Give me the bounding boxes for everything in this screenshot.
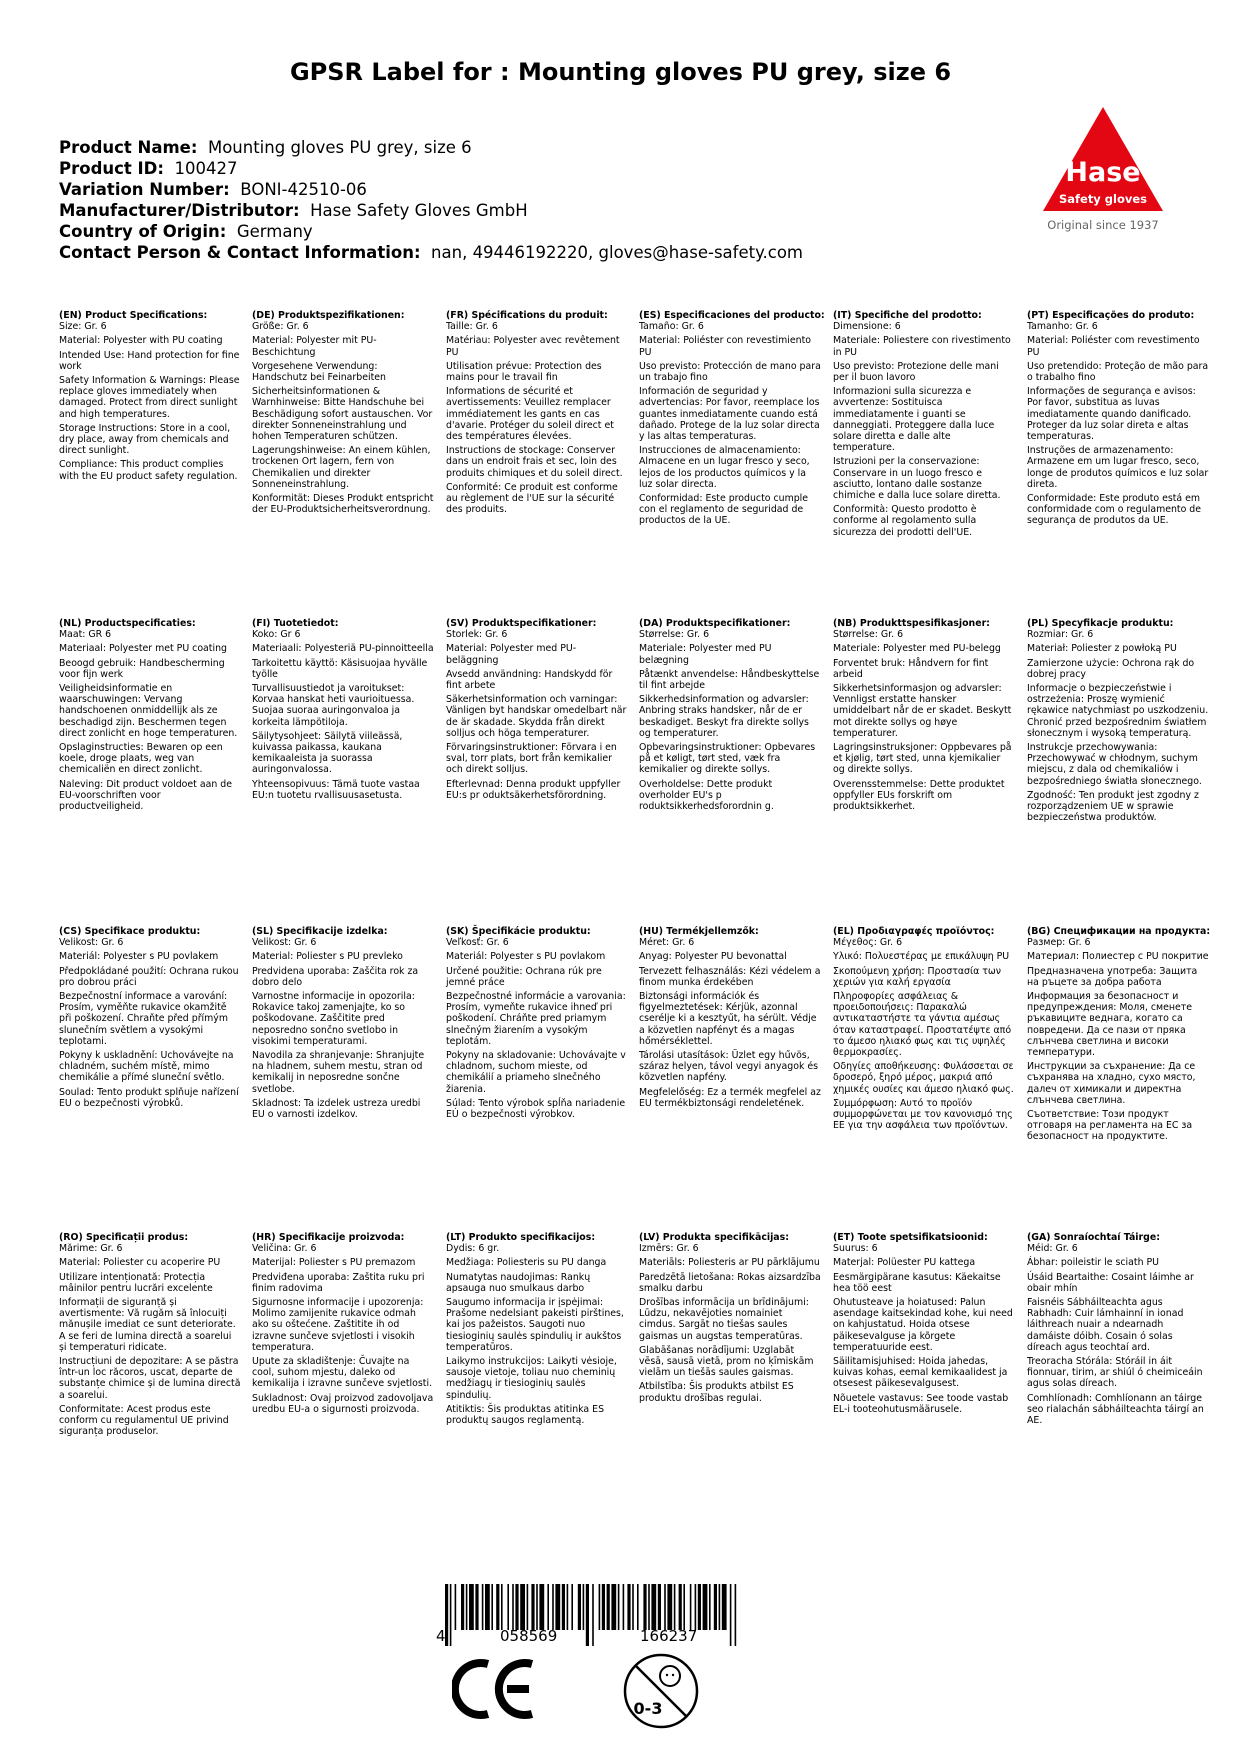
spec-item: Treoracha Stórála: Stóráil in áit fionnuar, tirim, ar shiúl ó cheimiceáin agus solas díreach. <box>1027 1356 1203 1390</box>
spec-item: Materiale: Polyester med PU belægning <box>639 643 772 666</box>
spec-item: Opbevaringsinstruktioner: Opbevares på et køligt, tørt sted, væk fra kemikalier og direkte sollys. <box>639 742 816 776</box>
spec-section <box>639 926 821 1112</box>
spec-section-title: (HU) Termékjellemzők: <box>639 926 759 937</box>
spec-item: Zgodność: Ten produkt jest zgodny z rozporządzeniem UE w sprawie bezpieczeństwa produktów. <box>1027 789 1199 824</box>
spec-item: Съответствие: Този продукт отговаря на регламента на ЕС за безопасност на продуктите. <box>1027 1109 1193 1143</box>
spec-item: Säilitamisjuhised: Hoida jahedas, kuivas kohas, eemal kemikaalidest ja otsesest päikesevalgusest. <box>833 1356 1008 1390</box>
spec-item: Material: Polyester with PU coating <box>59 335 223 347</box>
spec-item: Zamierzone użycie: Ochrona rąk do dobrej pracy <box>1027 657 1195 680</box>
logo-tagline: Original since 1937 <box>1047 218 1159 232</box>
barcode-bar <box>730 1584 732 1646</box>
spec-section <box>252 618 434 804</box>
spec-item: Größe: Gr. 6 <box>252 321 309 333</box>
spec-item: Předpokládané použití: Ochrana rukou pro dobrou práci <box>59 965 239 988</box>
spec-item: Materijal: Poliester s PU premazom <box>252 1257 416 1269</box>
spec-section-title: (DA) Produktspecifikationer: <box>639 618 791 629</box>
barcode-bar <box>632 1584 634 1630</box>
baby-eye-right <box>672 1674 674 1676</box>
spec-section <box>446 618 628 804</box>
spec-item: Méret: Gr. 6 <box>639 937 695 949</box>
variation-label: Variation Number: <box>59 180 230 199</box>
spec-item: Avsedd användning: Handskydd för fint arbete <box>446 668 613 692</box>
spec-item: Beoogd gebruik: Handbescherming voor fijn werk <box>59 657 225 680</box>
spec-item: Konformität: Dieses Produkt entspricht der EU-Produktsicherheitsverordnung. <box>252 493 434 516</box>
barcode-bar <box>611 1584 616 1630</box>
spec-section-title: (ET) Toote spetsifikatsioonid: <box>833 1232 988 1243</box>
spec-item: Predviđena uporaba: Zaštita ruku pri finim radovima <box>252 1271 425 1294</box>
spec-item: Storage Instructions: Store in a cool, dry place, away from chemicals and direct sunlight. <box>59 422 231 457</box>
barcode-bar <box>643 1584 646 1630</box>
spec-item: Suurus: 6 <box>833 1243 878 1255</box>
spec-item: Materiāls: Poliesteris ar PU pārklājumu <box>639 1257 820 1269</box>
spec-item: Utilisation prévue: Protection des mains pour le travail fin <box>446 360 602 384</box>
barcode-bar <box>485 1584 490 1630</box>
barcode-bar <box>571 1584 573 1630</box>
spec-item: Anyag: Polyester PU bevonattal <box>639 951 787 963</box>
spec-item: Instrucțiuni de depozitare: A se păstra într-un loc răcoros, uscat, departe de substanțe chimice și de lumina directă a soarelui. <box>59 1356 241 1401</box>
barcode-bar <box>703 1584 708 1630</box>
contact-info: nan, 49446192220, gloves@hase-safety.com <box>431 243 803 262</box>
spec-item: Instructions de stockage: Conserver dans un endroit frais et sec, loin des produits chimiques et du soleil direct. <box>446 445 623 479</box>
barcode-bar <box>618 1584 620 1630</box>
country-row <box>59 221 1019 242</box>
product-name-row <box>59 137 1019 158</box>
spec-item: Turvallisuustiedot ja varoitukset: Korvaa hanskat heti vaurioituessa. Suojaa suoraa auringonvaloa ja korkeita lämpötiloja. <box>252 683 415 728</box>
spec-section-title: (SV) Produktspecifikationer: <box>446 618 597 629</box>
spec-item: Materiaal: Polyester met PU coating <box>59 643 227 655</box>
barcode-bar <box>719 1584 721 1630</box>
spec-item: Informações de segurança e avisos: Por favor, substitua as luvas imediatamente quando danificado. Proteger da luz solar direta e altas temperaturas. <box>1027 386 1196 443</box>
ce-c <box>455 1663 488 1715</box>
spec-item: Maat: GR 6 <box>59 629 112 641</box>
spec-item: Yhteensopivuus: Tämä tuote vastaa EU:n tuotetu rvallisuusasetusta. <box>252 778 420 801</box>
product-id-label: Product ID: <box>59 159 164 178</box>
spec-item: Ohutusteave ja hoiatused: Palun asendage kaitsekindad kohe, kui need on kahjustatud. Hoida otsese päikesevalguse ja kõrgete temperatuuride eest. <box>833 1297 1013 1353</box>
ce-text: CE <box>452 1658 454 1659</box>
spec-item: Säkerhetsinformation och varningar: Vänligen byt handskar omedelbart när de är skadade. Skydda från direkt solljus och höga temperaturer. <box>446 694 627 739</box>
barcode-bar <box>507 1584 509 1630</box>
spec-section <box>446 926 628 1123</box>
spec-section-title: (SL) Specifikacije izdelka: <box>252 926 388 937</box>
spec-section <box>833 310 1015 541</box>
spec-item: Comhlíonadh: Comhlíonann an táirge seo rialachán sábháilteachta táirgí an AE. <box>1027 1392 1204 1427</box>
barcode-bar <box>674 1584 676 1630</box>
spec-item: Material: Poliéster com revestimento PU <box>1027 335 1200 358</box>
spec-item: Navodila za shranjevanje: Shranjujte na hladnem, suhem mestu, stran od kemikalij in neposredne sončne svetlobe. <box>252 1050 425 1095</box>
spec-section-title: (SK) Špecifikácie produktu: <box>446 926 591 937</box>
spec-item: Sikkerhedsinformation og advarsler: Anbring straks handsker, når de er beskadiget. Beskyt fra direkte sollys og temperaturer. <box>639 694 809 739</box>
spec-item: Säilytysohjeet: Säilytä viileässä, kuivassa paikassa, kaukana kemikaaleista ja suorassa auringonvalossa. <box>252 730 403 776</box>
spec-item: Ábhar: poileistir le sciath PU <box>1027 1257 1160 1269</box>
spec-item: Dimensione: 6 <box>833 321 901 333</box>
barcode-bar <box>539 1584 544 1630</box>
spec-section <box>639 310 825 530</box>
spec-item: Compliance: This product complies with the EU product safety regulation. <box>59 459 238 482</box>
spec-section-title: (IT) Specifiche del prodotto: <box>833 310 982 321</box>
spec-item: Tervezett felhasználás: Kézi védelem a finom munka érdekében <box>639 965 821 988</box>
barcode-bar <box>461 1584 464 1630</box>
spec-item: Bezpečnostné informácie a varovania: Prosím, vymeňte rukavice ihneď pri poškodení. Chráňte pred priamym slnečným žiarením a vysokým teplotám. <box>446 991 626 1047</box>
spec-section-title: (NL) Productspecificaties: <box>59 618 196 629</box>
barcode-bar <box>683 1584 685 1630</box>
spec-item: Materiał: Poliester z powłoką PU <box>1027 643 1177 655</box>
spec-item: Biztonsági információk és figyelmeztetések: Kérjük, azonnal cserélje ki a kesztyűt, ha sérült. Védje a közvetlen napfényt és a magas hőmérséklettel. <box>639 991 817 1047</box>
spec-item: Информация за безопасност и предупреждения: Моля, сменете ръкавиците веднага, когато са повредени. Да се пази от пряка слънчева светлина и високи температури. <box>1027 991 1192 1059</box>
barcode-bar <box>501 1584 503 1630</box>
spec-item: Πληροφορίες ασφάλειας & προειδοποιήσεις: Παρακαλώ αντικαταστήστε τα γάντια αμέσως όταν καταστραφεί. Προστατέψτε από το άμεσο ηλιακό φως και τις υψηλές θερμοκρασίες. <box>833 991 1012 1059</box>
barcode-bar <box>491 1584 493 1630</box>
spec-item: Istruzioni per la conservazione: Conservare in un luogo fresco e asciutto, lontano dalle sostanze chimiche e dalla luce solare diretta. <box>833 456 1001 502</box>
country-of-origin: Germany <box>236 222 313 241</box>
barcode-bar <box>527 1584 529 1630</box>
spec-item: Materiale: Polyester med PU-belegg <box>833 643 1001 655</box>
spec-item: Størrelse: Gr. 6 <box>833 629 904 641</box>
spec-item: Medžiaga: Poliesteris su PU danga <box>446 1257 607 1269</box>
spec-item: Bezpečnostní informace a varování: Prosím, vyměňte rukavice okamžitě při poškození. Chraňte před přímým slunečním světlem a vysokými teplotami. <box>59 991 228 1047</box>
spec-item: Skladnost: Ta izdelek ustreza uredbi EU o varnosti izdelkov. <box>252 1097 421 1121</box>
barcode-bar <box>658 1584 661 1630</box>
spec-item: Lagringsinstruksjoner: Oppbevares på et kjølig, tørt sted, unna kjemikalier og direkte sollys. <box>833 742 1012 776</box>
manufacturer: Hase Safety Gloves GmbH <box>310 201 528 220</box>
spec-item: Informații de siguranță și avertismente: Vă rugăm să înlocuiți mănușile imediat ce sunt deteriorate. A se feri de lumina directă a soarelui și temperaturi ridicate. <box>59 1297 236 1353</box>
spec-section-title: (RO) Specificații produs: <box>59 1232 189 1243</box>
spec-item: Tamanho: Gr. 6 <box>1027 321 1098 333</box>
spec-item: Instrucciones de almacenamiento: Almacene en un lugar fresco y seco, lejos de los productos químicos y la luz solar directa. <box>639 445 810 490</box>
spec-section-title: (EL) Προδιαγραφές προϊόντος: <box>833 926 995 937</box>
contact-label: Contact Person & Contact Information: <box>59 243 421 262</box>
spec-item: Påtænkt anvendelse: Håndbeskyttelse til fint arbejde <box>639 668 820 692</box>
spec-item: Uso previsto: Protezione delle mani per il buon lavoro <box>833 360 999 384</box>
spec-item: Συμμόρφωση: Αυτό το προϊόν συμμορφώνεται με τον κανονισμό της ΕΕ για την ασφάλεια των προϊόντων. <box>833 1097 1013 1132</box>
spec-item: Инструкции за съхранение: Да се съхранява на хладно, сухо място, далеч от химикали и директна слънчева светлина. <box>1027 1061 1196 1106</box>
spec-item: Určené použitie: Ochrana rúk pre jemné práce <box>446 965 602 988</box>
barcode-bar <box>536 1584 538 1630</box>
barcode-bar <box>592 1584 594 1646</box>
spec-item: Glabāšanas norādījumi: Uzglabāt vēsā, sausā vietā, prom no ķīmiskām vielām un tiešās saules gaismas. <box>639 1344 814 1379</box>
barcode-bar <box>496 1584 499 1630</box>
ce-mark-icon <box>452 1658 537 1720</box>
logo-brand: Hase <box>1065 157 1141 188</box>
spec-section <box>59 926 241 1112</box>
spec-item: Conformidad: Este producto cumple con el reglamento de seguridad de productos de la UE. <box>639 493 809 527</box>
age-text: 0-3 <box>633 1699 663 1718</box>
spec-item: Velikost: Gr. 6 <box>252 937 317 949</box>
spec-item: Izmērs: Gr. 6 <box>639 1243 699 1255</box>
spec-item: Soulad: Tento produkt splňuje nařízení EU o bezpečnosti výrobků. <box>59 1086 239 1109</box>
spec-item: Matériau: Polyester avec revêtement PU <box>446 335 620 358</box>
spec-item: Informations de sécurité et avertissements: Veuillez remplacer immédiatement les gants en cas d'avarie. Protéger du soleil direct et des températures élevées. <box>446 386 614 443</box>
barcode-bar <box>690 1584 692 1630</box>
barcode-bar <box>651 1584 656 1630</box>
spec-item: Size: Gr. 6 <box>59 321 107 333</box>
spec-item: Megfelelőség: Ez a termék megfelel az EU termékbiztonsági rendeletének. <box>639 1086 821 1109</box>
spec-item: Informacje o bezpieczeństwie i ostrzeżenia: Proszę wymienić rękawice natychmiast po uszkodzeniu. Chronić przed bezpośrednim światłem słonecznym i wysoką temperaturą. <box>1027 683 1209 739</box>
spec-item: Förvaringsinstruktioner: Förvara i en sval, torr plats, bort från kemikalier och direkt solljus. <box>446 742 617 776</box>
spec-item: Paredzētā lietošana: Rokas aizsardzība smalku darbu <box>639 1271 821 1294</box>
spec-item: Υλικό: Πολυεστέρας με επικάλυψη PU <box>833 951 1010 963</box>
barcode-bar <box>586 1584 589 1646</box>
spec-item: Conformité: Ce produit est conforme au règlement de l'UE sur la sécurité des produits. <box>446 481 618 516</box>
spec-section <box>833 926 1015 1134</box>
spec-item: Veličina: Gr. 6 <box>252 1243 317 1255</box>
spec-section-title: (HR) Specifikacije proizvoda: <box>252 1232 405 1243</box>
spec-item: Utilizare intenționată: Protecția mâinilor pentru lucrări excelente <box>59 1271 213 1294</box>
barcode-bar <box>555 1584 560 1630</box>
spec-item: Μέγεθος: Gr. 6 <box>833 937 903 949</box>
spec-item: Sikkerhetsinformasjon og advarsler: Vennligst erstatte hansker umiddelbart når de er skadet. Beskytt mot direkte sollys og høye temperaturer. <box>833 683 1012 739</box>
hase-logo <box>1033 105 1173 237</box>
spec-item: Conformità: Questo prodotto è conforme al regolamento sulla sicurezza dei prodotti dell'UE. <box>833 504 977 538</box>
spec-section <box>252 1232 434 1418</box>
spec-section-title: (PT) Especificações do produto: <box>1027 310 1195 321</box>
spec-item: Rozmiar: Gr. 6 <box>1027 629 1094 641</box>
spec-item: Sigurnosne informacije i upozorenja: Molimo zamijenite rukavice odmah ako su oštećene. Zaštitite ih od izravne sunčeve svjetlosti i visokih temperatura. <box>252 1297 424 1353</box>
country-label: Country of Origin: <box>59 222 227 241</box>
barcode-bar <box>637 1584 639 1630</box>
barcode-bar <box>709 1584 711 1630</box>
barcode-bar <box>547 1584 549 1630</box>
ce-e-bar <box>507 1685 529 1693</box>
barcode-bar <box>562 1584 565 1630</box>
contact-row <box>59 242 1019 263</box>
spec-section <box>59 1232 241 1440</box>
spec-item: Mărime: Gr. 6 <box>59 1243 123 1255</box>
barcode-bar <box>455 1584 457 1630</box>
spec-item: Conformidade: Este produto está em conformidade com o regulamento de segurança de produtos da UE. <box>1027 493 1202 527</box>
spec-item: Material: Poliéster con revestimiento PU <box>639 335 811 358</box>
barcode-bar <box>520 1584 525 1630</box>
baby-face-icon <box>660 1666 680 1686</box>
spec-item: Instrukcje przechowywania: Przechowywać w chłodnym, suchym miejscu, z dala od chemikaliów i bezpośredniego światła słonecznego. <box>1027 742 1202 787</box>
spec-item: Nõuetele vastavus: See toode vastab EL-i tooteohutusmäärusele. <box>833 1392 1009 1415</box>
spec-item: Sukladnost: Ovaj proizvod zadovoljava uredbu EU-a o sigurnosti proizvoda. <box>252 1392 434 1415</box>
barcode-bar <box>450 1584 452 1646</box>
spec-item: Размер: Gr. 6 <box>1027 937 1091 949</box>
spec-item: Numatytas naudojimas: Rankų apsauga nuo smulkaus darbo <box>446 1271 591 1294</box>
barcode-bar <box>466 1584 468 1630</box>
spec-item: Varnostne informacije in opozorila: Rokavice takoj zamenjajte, ko so poškodovane. Zaščitite pred neposredno sončno svetlobo in visokimi temperaturami. <box>252 991 415 1047</box>
spec-item: Materiál: Polyester s PU povlakom <box>446 951 606 963</box>
barcode-bar <box>475 1584 478 1630</box>
spec-item: Faisnéis Sábháilteachta agus Rabhadh: Cuir lámhainní in ionad láithreach nuair a ndearnadh damáiste dóibh. Cosain ó solas díreach agus teochtaí ard. <box>1027 1297 1184 1353</box>
spec-section-title: (LV) Produkta specifikācijas: <box>639 1232 789 1243</box>
barcode-bar <box>714 1584 717 1630</box>
barcode-bar <box>578 1584 581 1630</box>
spec-item: Material: Polyester mit PU-Beschichtung <box>252 335 377 358</box>
spec-item: Taille: Gr. 6 <box>446 321 498 333</box>
barcode-bar <box>679 1584 682 1630</box>
barcode-bar <box>482 1584 484 1630</box>
spec-section-title: (NB) Produkttspesifikasjoner: <box>833 618 990 629</box>
spec-section <box>639 1232 821 1407</box>
spec-item: Veľkosť: Gr. 6 <box>446 937 509 949</box>
spec-item: Tamaño: Gr. 6 <box>639 321 704 333</box>
spec-item: Pokyny na skladovanie: Uchovávajte v chladnom, suchom mieste, od chemikálií a priameho slnečného žiarenia. <box>446 1050 626 1095</box>
spec-item: Atitiktis: Šis produktas atitinka ES produktų saugos reglamentą. <box>446 1403 605 1427</box>
spec-item: Drošības informācija un brīdinājumi: Lūdzu, nekavējoties nomainiet cimdus. Sargāt no tiešas saules gaismas un augstas temperatūras. <box>639 1297 809 1342</box>
spec-section <box>59 310 241 485</box>
spec-item: Предназначена употреба: Защита на ръцете за добра работа <box>1027 965 1198 988</box>
logo-sub: Safety gloves <box>1058 192 1148 206</box>
barcode-bar <box>602 1584 605 1630</box>
spec-item: Conformitate: Acest produs este conform cu regulamentul UE privind siguranța produselor. <box>59 1403 229 1438</box>
barcode-bar <box>623 1584 625 1630</box>
variation-row <box>59 179 1019 200</box>
barcode-bar <box>583 1584 585 1630</box>
barcode-bar <box>722 1584 727 1630</box>
spec-item: Overensstemmelse: Dette produktet oppfyller EUs forskrift om produktsikkerhet. <box>833 778 1005 813</box>
spec-item: Σκοπούμενη χρήση: Προστασία των χεριών για καλή εργασία <box>833 965 1002 988</box>
spec-item: Sicherheitsinformationen & Warnhinweise: Bitte Handschuhe bei Beschädigung sofort austauschen. Vor direkter Sonneneinstrahlung und hohen Temperaturen schützen. <box>252 386 433 443</box>
spec-section-title: (DE) Produktspezifikationen: <box>252 310 405 321</box>
spec-section-title: (GA) Sonraíochtaí Táirge: <box>1027 1232 1160 1243</box>
spec-item: Opslaginstructies: Bewaren op een koele, droge plaats, weg van chemicaliën en direct zonlicht. <box>59 742 223 776</box>
spec-section <box>1027 1232 1209 1429</box>
spec-item: Méid: Gr. 6 <box>1027 1243 1078 1255</box>
product-id-row <box>59 158 1019 179</box>
spec-item: Pokyny k uskladnění: Uchovávejte na chladném, suchém místě, mimo chemikálie a přímé sluneční světlo. <box>59 1050 234 1084</box>
spec-item: Uso previsto: Protección de mano para un trabajo fino <box>639 360 821 384</box>
barcode-bar <box>664 1584 666 1630</box>
spec-item: Intended Use: Hand protection for fine work <box>59 349 240 372</box>
spec-item: Laikymo instrukcijos: Laikyti vėsioje, sausoje vietoje, toliau nuo cheminių medžiagų ir tiesioginių saulės spindulių. <box>446 1356 617 1401</box>
spec-item: Tárolási utasítások: Üzlet egy hűvös, száraz helyen, távol vegyi anyagok és közvetlen napfény. <box>639 1050 818 1084</box>
barcode-bar <box>599 1584 601 1630</box>
barcode-digits-left: 4 <box>436 1627 446 1645</box>
barcode-bar <box>552 1584 554 1630</box>
spec-item: Οδηγίες αποθήκευσης: Φυλάσσεται σε δροσερό, ξηρό μέρος, μακριά από χημικές ουσίες και άμεσο ηλιακό φως. <box>833 1061 1014 1095</box>
spec-item: Información de seguridad y advertencias: Por favor, reemplace los guantes inmediatamente cuando está dañado. Protege de la luz solar directa y las altas temperaturas. <box>639 386 820 443</box>
barcode <box>435 1584 745 1654</box>
spec-section <box>59 618 241 815</box>
barcode-bar <box>698 1584 701 1630</box>
spec-item: Efterlevnad: Denna produkt uppfyller EU:s pr oduktsäkerhetsförordning. <box>446 778 621 801</box>
product-info <box>59 137 1019 263</box>
barcode-bar <box>567 1584 569 1630</box>
spec-section-title: (CS) Specifikace produktu: <box>59 926 201 937</box>
spec-section-title: (FR) Spécifications du produit: <box>446 310 608 321</box>
spec-item: Materiál: Polyester s PU povlakem <box>59 951 219 963</box>
spec-item: Material: Polyester med PU-beläggning <box>446 643 577 666</box>
spec-section-title: (ES) Especificaciones del producto: <box>639 310 825 321</box>
spec-item: Tarkoitettu käyttö: Käsisuojaa hyvälle työlle <box>252 657 428 680</box>
spec-item: Veiligheidsinformatie en waarschuwingen: Vervang handschoenen onmiddellijk als ze beschadigd zijn. Beschermen tegen direct zonlicht en hoge temperaturen. <box>59 683 238 739</box>
spec-section <box>639 618 821 815</box>
product-name: Mounting gloves PU grey, size 6 <box>207 138 472 157</box>
barcode-bar <box>531 1584 534 1630</box>
spec-item: Saugumo informacija ir įspėjimai: Prašome nedelsiant pakeisti pirštines, kai jos pažeistos. Saugoti nuo tiesioginių saulės spindulių ir aukštos temperatūros. <box>446 1297 624 1353</box>
spec-item: Eesmärgipärane kasutus: Käekaitse hea töö eest <box>833 1271 1001 1294</box>
spec-item: Atbilstība: Šis produkts atbilst ES produktu drošības regulai. <box>639 1381 794 1404</box>
spec-section-title: (EN) Product Specifications: <box>59 310 208 321</box>
barcode-bar <box>695 1584 697 1630</box>
spec-section <box>833 1232 1015 1418</box>
spec-item: Material: Poliester s PU prevleko <box>252 951 403 963</box>
spec-section <box>833 618 1015 815</box>
spec-section <box>252 310 434 518</box>
spec-item: Uso pretendido: Proteção de mão para o trabalho fino <box>1027 360 1209 384</box>
spec-item: Материал: Полиестер с PU покритие <box>1027 951 1209 963</box>
page-title: GPSR Label for : Mounting gloves PU grey, size 6 <box>289 58 952 86</box>
spec-item: Informazioni sulla sicurezza e avvertenze: Sostituisca immediatamente i guanti se danneggiati. Proteggere dalla luce solare diretta e dalle alte temperature. <box>833 386 995 454</box>
spec-item: Predvidena uporaba: Zaščita rok za dobro delo <box>252 965 419 988</box>
spec-item: Dydis: 6 gr. <box>446 1243 500 1255</box>
spec-section-title: (BG) Спецификации на продукта: <box>1027 926 1211 937</box>
spec-item: Koko: Gr 6 <box>252 629 301 641</box>
barcode-bar <box>667 1584 672 1630</box>
spec-section <box>446 1232 628 1429</box>
spec-item: Upute za skladištenje: Čuvajte na cool, suhom mjestu, daleko od kemikalija i izravne sunčeve svjetlosti. <box>252 1356 433 1390</box>
spec-item: Storlek: Gr. 6 <box>446 629 508 641</box>
spec-item: Úsáid Beartaithe: Cosaint láimhe ar obair mhín <box>1027 1271 1194 1294</box>
product-name-label: Product Name: <box>59 138 198 157</box>
barcode-digits-right: 166237 <box>640 1627 698 1645</box>
spec-item: Naleving: Dit product voldoet aan de EU-voorschriften voor productveiligheid. <box>59 778 232 813</box>
barcode-bar <box>627 1584 630 1630</box>
spec-section-title: (FI) Tuotetiedot: <box>252 618 339 629</box>
barcode-bar <box>735 1584 737 1646</box>
spec-item: Súlad: Tento výrobok spĺňa nariadenie EÚ o bezpečnosti výrobkov. <box>446 1097 626 1121</box>
spec-section <box>1027 618 1209 826</box>
spec-section-title: (LT) Produkto specifikacijos: <box>446 1232 596 1243</box>
spec-item: Materjal: Polüester PU kattega <box>833 1257 976 1269</box>
variation-number: BONI-42510-06 <box>240 180 367 199</box>
spec-item: Lagerungshinweise: An einem kühlen, trockenen Ort lagern, fern von Chemikalien und direkter Sonneneinstrahlung. <box>252 445 431 490</box>
baby-eye-left <box>666 1674 668 1676</box>
spec-item: Instruções de armazenamento: Armazene em um lugar fresco, seco, longe de produtos químicos e luz solar direta. <box>1027 445 1209 490</box>
spec-item: Safety Information & Warnings: Please replace gloves immediately when damaged. Protect from direct sunlight and high temperatures. <box>59 375 240 420</box>
manufacturer-label: Manufacturer/Distributor: <box>59 201 300 220</box>
spec-item: Velikost: Gr. 6 <box>59 937 124 949</box>
spec-section-title: (PL) Specyfikacje produktu: <box>1027 618 1174 629</box>
spec-section <box>446 310 628 518</box>
spec-section <box>252 926 434 1123</box>
product-id: 100427 <box>174 159 238 178</box>
spec-item: Overholdelse: Dette produkt overholder EU's p roduktsikkerhedsforordnin g. <box>639 778 774 813</box>
spec-item: Materiaali: Polyesteriä PU-pinnoitteella <box>252 643 434 655</box>
barcode-bar <box>607 1584 610 1630</box>
barcode-bar <box>648 1584 650 1630</box>
age-warning-icon <box>622 1652 700 1730</box>
barcode-digits-mid: 058569 <box>500 1627 558 1645</box>
spec-section <box>1027 310 1209 530</box>
barcode-bar <box>512 1584 514 1630</box>
spec-item: Størrelse: Gr. 6 <box>639 629 710 641</box>
spec-item: Forventet bruk: Håndvern for fint arbeid <box>833 657 989 680</box>
manufacturer-row <box>59 200 1019 221</box>
barcode-bar <box>469 1584 474 1630</box>
barcode-bar <box>515 1584 518 1630</box>
spec-item: Materiale: Poliestere con rivestimento in PU <box>833 335 1011 358</box>
spec-section <box>1027 926 1209 1146</box>
spec-item: Vorgesehene Verwendung: Handschutz bei Feinarbeiten <box>252 360 386 384</box>
spec-item: Material: Poliester cu acoperire PU <box>59 1257 221 1269</box>
